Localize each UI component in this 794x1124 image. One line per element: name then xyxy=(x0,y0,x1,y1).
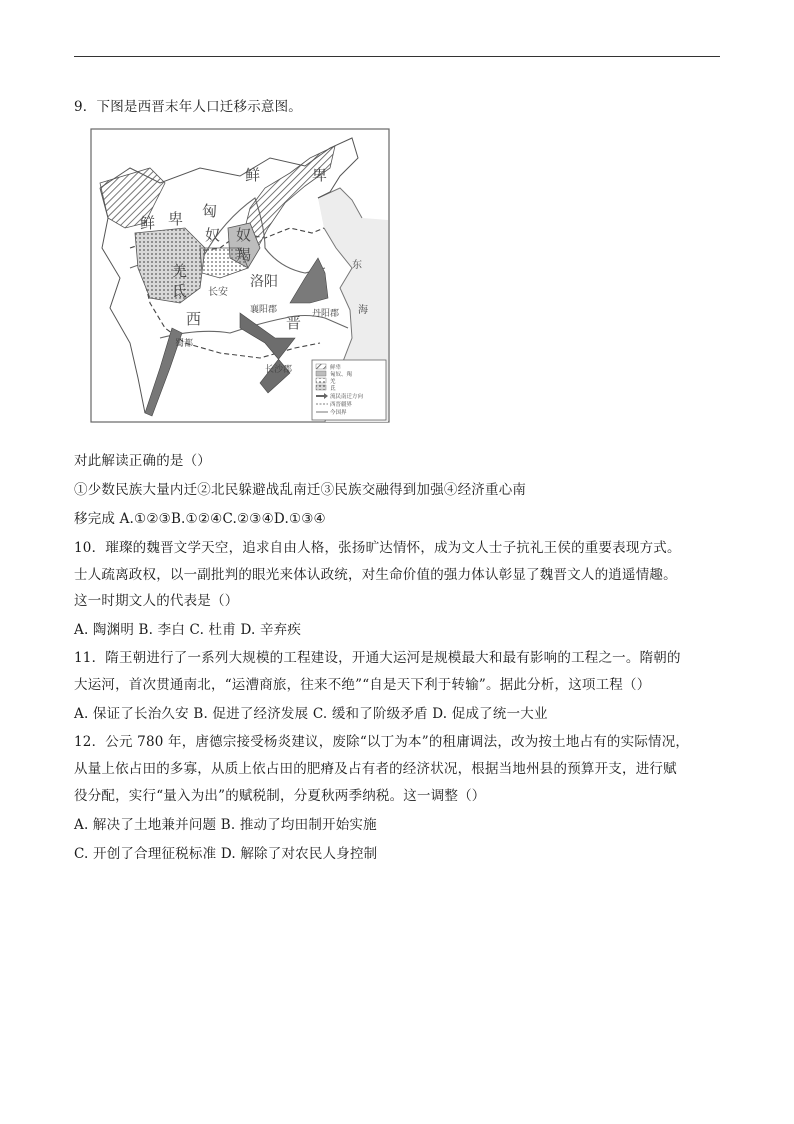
label-hai: 海 xyxy=(358,305,368,316)
question-12-options-2: C. 开创了合理征税标准 D. 解除了对农民人身控制 xyxy=(74,846,378,862)
legend-swatch-xianbei xyxy=(316,364,326,369)
legend-national-border: 今国界 xyxy=(330,410,347,416)
question-9-options-line-1: ①少数民族大量内迁②北民躲避战乱南迁③民族交融得到加强④经济重心南 xyxy=(74,482,527,498)
legend-swatch-qiang xyxy=(316,378,326,383)
label-di: 氐 xyxy=(172,282,188,300)
legend-qiang: 羌 xyxy=(330,379,336,385)
question-12-line-2: 从量上依占田的多寡，从质上依占田的肥瘠及占有者的经济状况，根据当地州县的预算开支，进行赋 xyxy=(74,761,677,777)
label-qiang: 羌 xyxy=(172,262,188,280)
legend-migration: 流民南迁方向 xyxy=(330,394,364,400)
label-xianbei-w-2: 卑 xyxy=(168,210,184,228)
label-xianbei-ne-1: 鲜 xyxy=(245,166,261,184)
legend-swatch-xiongnu xyxy=(316,371,326,376)
header-rule xyxy=(74,56,720,57)
question-11-options: A. 保证了长治久安 B. 促进了经济发展 C. 缓和了阶级矛盾 D. 促成了统一大业 xyxy=(74,706,548,722)
map-legend xyxy=(312,360,386,420)
label-jie: 羯 xyxy=(236,246,252,264)
label-xianbei-w-1: 鲜 xyxy=(140,214,156,232)
label-xiongnu-1: 匈 xyxy=(202,202,218,220)
legend-di: 氐 xyxy=(330,386,336,392)
label-xiangyang: 襄阳郡 xyxy=(250,305,278,315)
question-10-line-3: 这一时期文人的代表是（） xyxy=(74,593,239,609)
legend-xiongnu-jie: 匈奴、羯 xyxy=(330,372,353,378)
legend-xianbei: 鲜卑 xyxy=(330,365,342,371)
label-xianbei-ne-2: 卑 xyxy=(312,166,328,184)
label-danyang: 丹阳郡 xyxy=(312,309,340,319)
question-11-line-2: 大运河，首次贯通南北，“运漕商旅，往来不绝”“自是天下利于转输”。据此分析，这项工程（） xyxy=(74,677,651,693)
question-12-options-1: A. 解决了土地兼并问题 B. 推动了均田制开始实施 xyxy=(74,817,377,833)
label-nu: 奴 xyxy=(236,226,252,244)
label-luoyang: 洛阳 xyxy=(250,274,278,290)
legend-jin-border: 西晋疆界 xyxy=(330,402,353,408)
question-10-line-2: 士人疏离政权，以一副批判的眼光来体认政统，对生命价值的强力体认彰显了魏晋文人的逍遥情趣。 xyxy=(74,567,677,583)
question-12-line-1: 12．公元 780 年，唐德宗接受杨炎建议，废除“以丁为本”的租庸调法，改为按土地占有的实际情况， xyxy=(74,734,690,750)
question-9-prompt: 对此解读正确的是（） xyxy=(74,453,211,469)
label-changan: 长安 xyxy=(208,287,228,298)
question-9-options-line-2: 移完成 A.①②③B.①②④C.②③④D.①③④ xyxy=(74,511,326,527)
label-changsha: 长沙郡 xyxy=(265,365,293,375)
question-9-title: 9．下图是西晋末年人口迁移示意图。 xyxy=(74,99,302,115)
label-dong: 东 xyxy=(352,260,362,271)
migration-map xyxy=(90,128,390,423)
question-10-line-1: 10．璀璨的魏晋文学天空，追求自由人格，张扬旷达情怀，成为文人士子抗礼王侯的重要表现方式。 xyxy=(74,540,681,556)
label-jin: 晋 xyxy=(286,314,302,332)
question-12-line-3: 役分配，实行“量入为出”的赋税制，分夏秋两季纳税。这一调整（） xyxy=(74,788,486,804)
label-xiongnu-2: 奴 xyxy=(205,226,221,244)
label-shudu: 蜀都 xyxy=(175,339,194,349)
question-10-options: A. 陶渊明 B. 李白 C. 杜甫 D. 辛弃疾 xyxy=(74,622,302,638)
question-11-line-1: 11．隋王朝进行了一系列大规模的工程建设，开通大运河是规模最大和最有影响的工程之一。隋朝的 xyxy=(74,650,681,666)
label-xi: 西 xyxy=(186,310,202,328)
legend-swatch-di xyxy=(316,385,326,390)
